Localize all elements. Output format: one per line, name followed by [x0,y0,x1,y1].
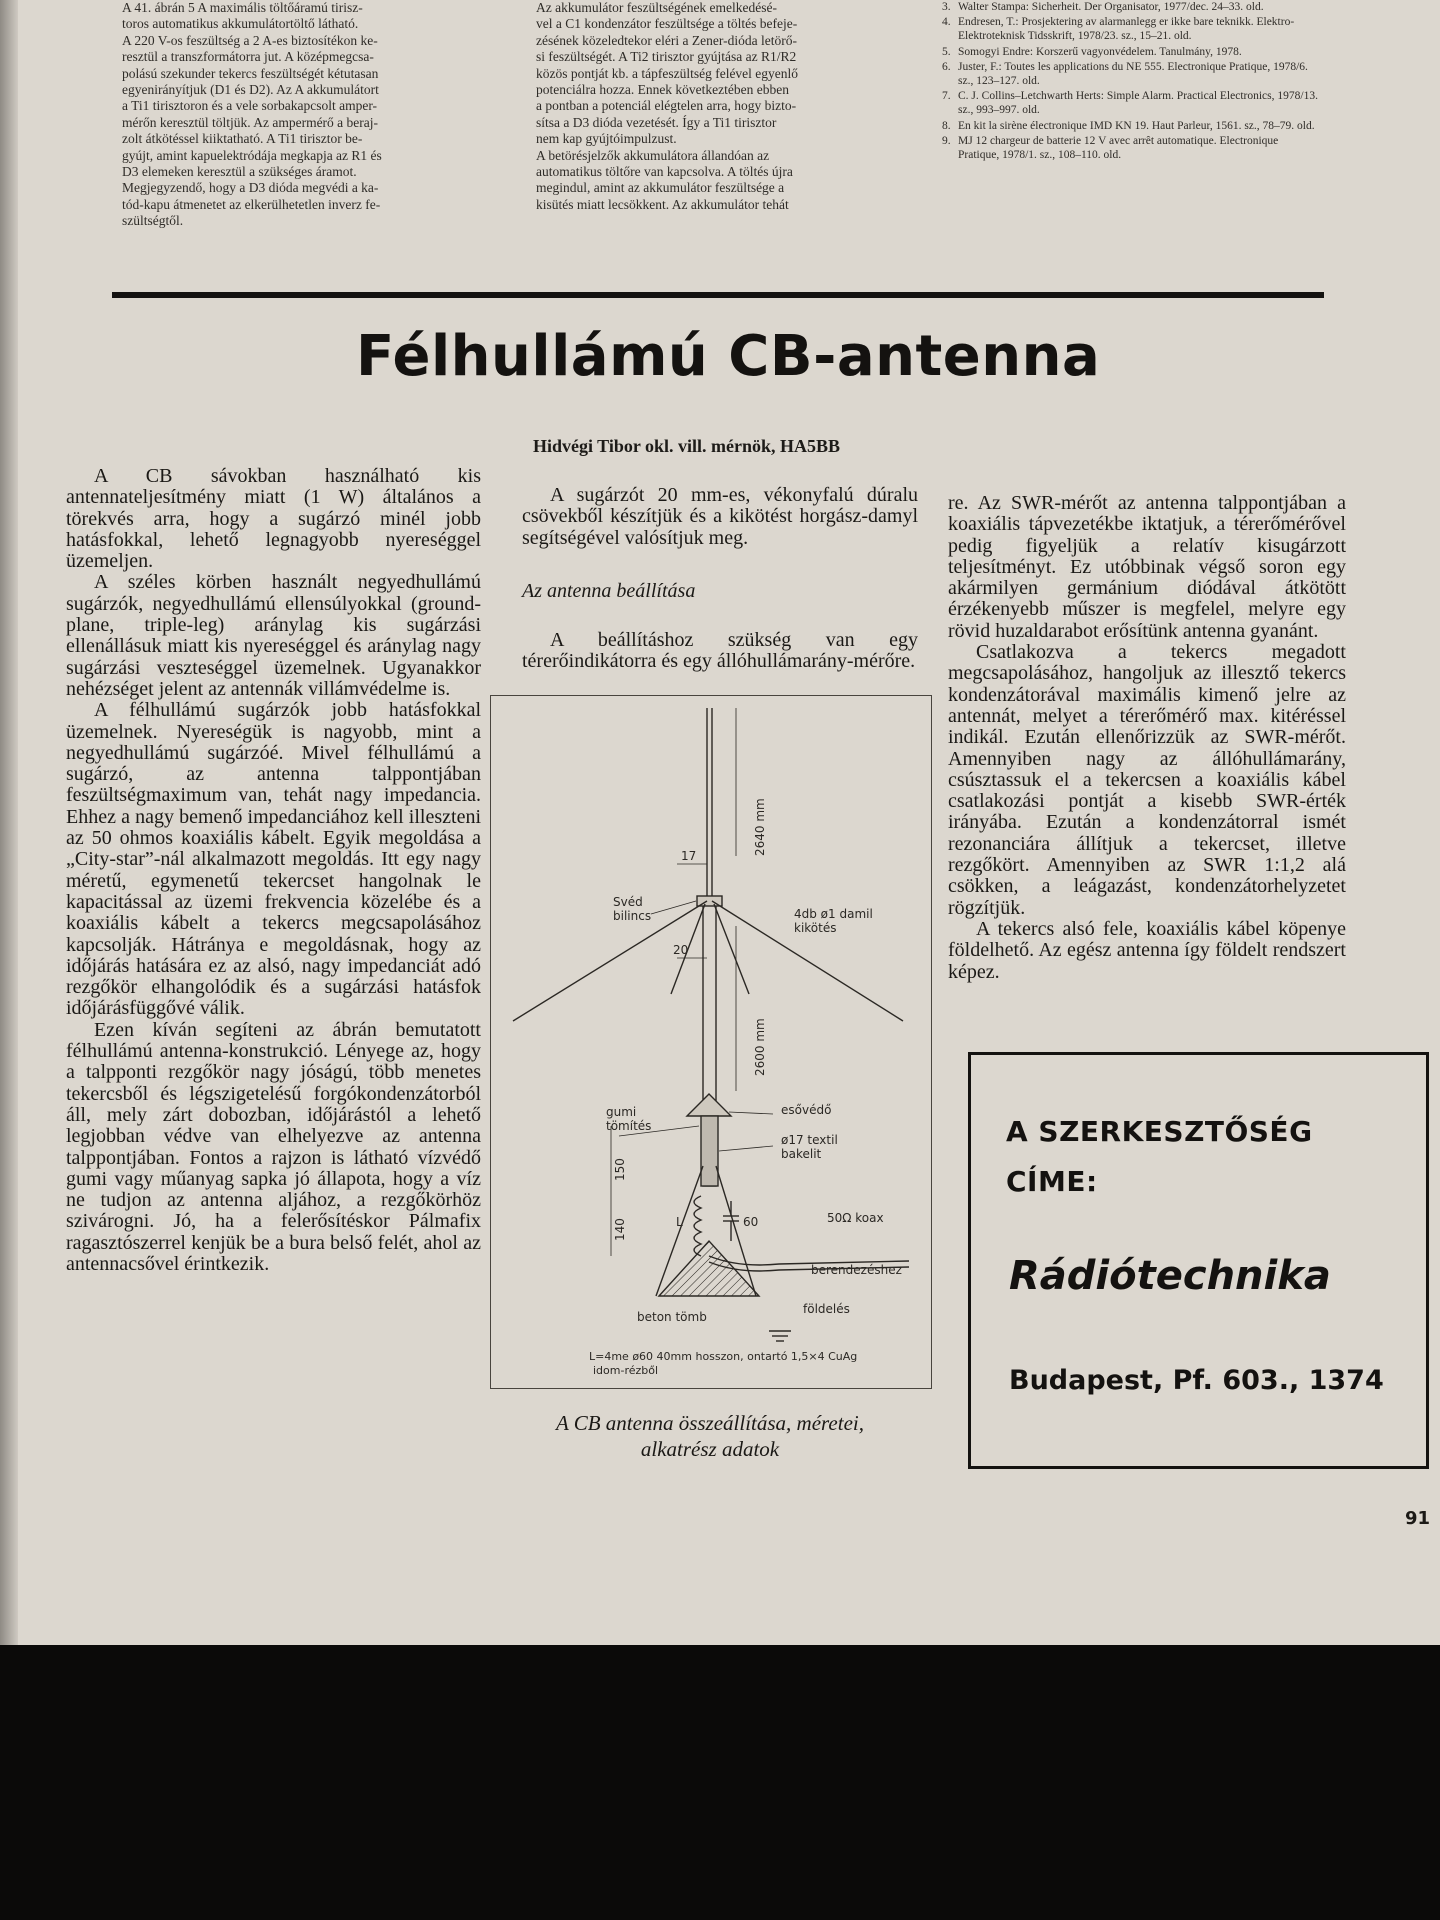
reference-item [942,134,1322,162]
reference-number: 3. [942,1,951,13]
tomites-label: tömítés [606,1119,652,1133]
reference-number: 8. [942,119,951,132]
text-line: kisütés miatt lecsökkent. Az akkumulátor tehát [536,196,789,212]
reference-number: 9. [942,134,951,147]
gumi-label: gumi [606,1105,637,1119]
postal-address: Budapest, Pf. 603., 1374 [1009,1365,1384,1396]
text-line: polású szekunder tekercs feszültségét kétutasan [122,65,379,81]
text-line: A betörésjelzők akkumulátora állandóan az [536,147,770,163]
text-line: tód-kapu átmenetet az elkerülhetetlen inverz fe- [122,196,381,212]
reference-text: Walter Stampa: Sicherheit. Der Organisator, 1977/dec. 24–33. old. [958,1,1264,13]
text-line: A 220 V-os feszültség a 2 A-es biztosítékon ke- [122,32,378,48]
article-column-2 [522,485,918,673]
reference-item [942,15,1322,43]
text-line: automatikus töltőre van kapcsolva. A töltés újra [536,164,793,180]
page-number: 91 [1405,1508,1431,1529]
reference-item [942,119,1322,133]
reference-number: 4. [942,16,951,29]
kikotes-label: kikötés [794,921,837,935]
reference-item [942,0,1322,14]
article-title: Félhullámú CB-antenna [356,324,1101,389]
figure-note-line-1: L=4me ø60 40mm hosszon, ontartó 1,5×4 CuAg [589,1350,858,1363]
reference-number: 7. [942,90,951,103]
text-line: sítsa a D3 dióda vezetését. Így a Ti1 tirisztor [536,114,777,130]
foldeles-label: földelés [803,1302,850,1316]
text-line: toros automatikus akkumulátortöltő látható. [122,16,359,32]
paragraph: A CB sávokban használható kis antennateljesítmény miatt (1 W) általános a törekvés arra, hogy a sugárzó minél jobb hatásfokkal, lehető legnagyobb nyereséggel üzemeljen. [66,465,481,573]
dim-2640-label: 2640 mm [753,798,767,856]
caption-line: alkatrész adatok [640,1437,780,1461]
text-line: egyenirányítjuk (D1 és D2). Az A akkumulátort [122,82,379,98]
capacitor-label: 60 [743,1215,759,1229]
text-line: a Ti1 tirisztoron és a vele sorbakapcsolt amper- [122,98,378,114]
text-line: Az akkumulátor feszültségének emelkedésé- [536,0,778,15]
dim-17-label: 17 [681,849,697,863]
address-heading [1006,1107,1313,1207]
background-below-page [0,1645,1440,1920]
dim-140-label: 140 [613,1218,627,1241]
dim-150-label: 150 [613,1158,627,1181]
berendezeshez-label: berendezéshez [811,1263,902,1277]
sved-label: Svéd [613,895,643,909]
coax-label: 50Ω koax [827,1211,884,1225]
address-heading-line: A SZERKESZTŐSÉG [1006,1115,1313,1148]
dim-2600-label: 2600 mm [753,1018,767,1076]
reference-text: MJ 12 chargeur de batterie 12 V avec arrêt automatique. Electronique Pratique, 1978/1. sz., 108–110. old. [958,134,1279,162]
reference-number: 5. [942,45,951,58]
coil-label: L [676,1215,683,1229]
textil-label: ø17 textil [781,1133,838,1147]
text-line: vel a C1 kondenzátor feszültsége a töltés befeje- [536,16,798,32]
text-line: D3 elemeken keresztül a szükséges áramot. [122,164,357,180]
reference-item [942,45,1322,59]
paragraph: Csatlakozva a tekercs megadott megcsapolásához, hangoljuk az illesztő tekercs kondenzátorával maximális kimenő jelre az antennát, melyet a térerőmérő max. kitéréssel indikál. Ezután ellenőrizzük az SWR-mérőt. Amennyiben nagy az állóhullámarány, csúsztassuk el a tekercsen a koaxiális kábel csatlakozási pontját a kisebb SWR-érték irányába. Ezután a kondenzátorral ismét rezonanciára állítjuk a tekercset, illetve rezgőkört. Amennyiben az SWR 1:1,2 alá csökken, a leágazást, kondenzátorhelyzetet rögzítjük. [948,641,1346,919]
text-line: nem kap gyújtóimpulzust. [536,131,677,147]
esovedo-label: esővédő [781,1103,832,1117]
paragraph: A félhullámú sugárzók jobb hatásfokkal üzemelnek. Nyereségük is nagyobb, mint a negyedhullámú sugárzóé. Mivel félhullámú a sugárzó, az antenna talppontjában feszültségmaximum van, tehát nagy impedancia. Ehhez a nagy bemenő impedanciához kell illeszteni az 50 ohmos koaxiális kábelt. Egyik megoldása a „City-star”-nál alkalmazott megoldás. Itt egy nagy méretű, egymenetű tekercset hangolnak le kapacitással az üzemi frekvencia közelébe és a koaxiális kábelt a tekercs megcsapolásához kapcsolják. Hátránya e megoldásnak, hogy az időjárás hatására ez az alsó, nagy impedanciát adó rezgőkör elhangolódik és a sugárzási hatásfok időjárásfüggővé válik. [66,699,481,1020]
reference-item [942,60,1322,88]
article-column-1 [66,466,481,1275]
address-heading-line: CÍME: [1006,1165,1098,1198]
text-line: potenciálra hozza. Ennek következtében ebben [536,82,789,98]
text-line: mérőn keresztül töltjük. Az ampermérő a beraj- [122,114,379,130]
bilincs-label: bilincs [613,909,652,923]
reference-text: En kit la sirène électronique IMD KN 19. Haut Parleur, 1561. sz., 78–79. old. [958,119,1315,132]
reference-item [942,89,1322,117]
antenna-drawing [491,696,931,1388]
reference-text: Juster, F.: Toutes les applications du NE 555. Electronique Pratique, 1978/6. sz., 123–127. old. [958,60,1308,88]
paragraph: Ezen kíván segíteni az ábrán bemutatott félhullámú antenna-konstrukció. Lényege az, hogy a talpponti rezgőkör nagy jóságú, több menetes tekercsből és légszigetelésű forgókondenzátorból áll, mely zárt dobozban, időjárástól a lehető legjobban védve van elhelyezve az antenna talppontjában. Fontos a rajzon is látható vízvédő gumi vagy műanyag sapka jó állapota, hogy a víz ne tudjon az antenna aljához, a rezgőkörhöz szivárogni. Jó, ha a felerősítéskor Pálmafix ragasztószerrel kenjük be a bura belső felét, ahol az antennacsővel érintkezik. [66,1018,481,1275]
text-line: gyújt, amint kapuelektródája megkapja az R1 és [122,147,382,163]
paragraph: A beállításhoz szükség van egy térerőindikátorra és egy állóhullámarány-mérőre. [522,629,918,673]
text-line: zolt átkötéssel kiiktatható. A Ti1 tirisztor be- [122,131,363,147]
caption-line: A CB antenna összeállítása, méretei, [556,1411,864,1435]
previous-article-column-1 [122,0,507,230]
dim-20-label: 20 [673,943,689,957]
section-divider [112,292,1324,298]
paragraph: A sugárzót 20 mm-es, vékonyfalú dúralu csövekből készítjük és a kikötést horgász-damyl segítségével valósítjuk meg. [522,484,918,549]
magazine-name: Rádiótechnika [1009,1253,1331,1299]
text-line: Megjegyzendő, hogy a D3 dióda megvédi a ka- [122,180,379,196]
text-line: zésének közeledtekor eléri a Zener-dióda letörő- [536,32,797,48]
page-spine-shadow [0,0,18,1645]
text-line: A 41. ábrán 5 A maximális töltőáramú tirisz- [122,0,363,15]
reference-text: C. J. Collins–Letchwarth Herts: Simple Alarm. Practical Electronics, 1978/13. sz., 993–997. old. [958,90,1318,117]
beton-label: beton tömb [637,1310,707,1324]
reference-text: Endresen, T.: Prosjektering av alarmanlegg er ikke bare teknikk. Elektro-Elektroteknisk Tidsskrift, 1978/23. sz., 15–21. old. [958,16,1295,43]
paragraph: re. Az SWR-mérőt az antenna talppontjában a koaxiális tápvezetékbe iktatjuk, a térerőmérővel pedig figyeljük a relatív kisugárzott teljesítményt. Ez utóbbinak végső soron egy akármilyen germánium diódával átkötött érzékenyebb műszer is megfelel, melyre egy rövid huzaldarabot erősítünk antenna gyanánt. [948,492,1346,642]
paragraph: A tekercs alsó fele, koaxiális kábel köpenye földelhető. Az egész antenna így földelt rendszert képez. [948,917,1346,983]
text-line: a pontban a potenciál elégtelen arra, hogy bizto- [536,98,797,114]
text-line: közös pontját kb. a tápfeszültség felével egyenlő [536,65,799,81]
reference-number: 6. [942,60,951,73]
section-subheading: Az antenna beállítása [522,579,696,602]
damil-label: 4db ø1 damil [794,907,873,921]
figure-note-line-2: idom-rézből [593,1364,659,1377]
article-column-3 [948,493,1346,983]
references-list [942,0,1322,163]
previous-article-column-2 [536,0,916,213]
text-line: resztül a transzformátorra jut. A középmegcsa- [122,49,374,65]
figure-caption [490,1410,930,1462]
text-line: megindul, amint az akkumulátor feszültsége a [536,180,785,196]
editorial-address-box [968,1052,1429,1469]
antenna-diagram [490,695,932,1389]
article-byline: Hidvégi Tibor okl. vill. mérnök, HA5BB [533,436,841,456]
text-line: si feszültségét. A Ti2 tirisztor gyújtása az R1/R2 [536,49,797,65]
bakelit-label: bakelit [781,1147,822,1161]
paragraph: A széles körben használt negyedhullámú sugárzók, negyedhullámú ellensúlyokkal (ground-plane, triple-leg) aránylag kis sugárzási ellenállásuk miatt kis nyereséggel és aránylag nagy sugárzási veszteséggel üzemelnek. Ugyanakkor nehézséget jelent az antennák villámvédelme is. [66,571,481,700]
text-line: szültségtől. [122,213,184,229]
reference-text: Somogyi Endre: Korszerű vagyonvédelem. Tanulmány, 1978. [958,45,1242,58]
